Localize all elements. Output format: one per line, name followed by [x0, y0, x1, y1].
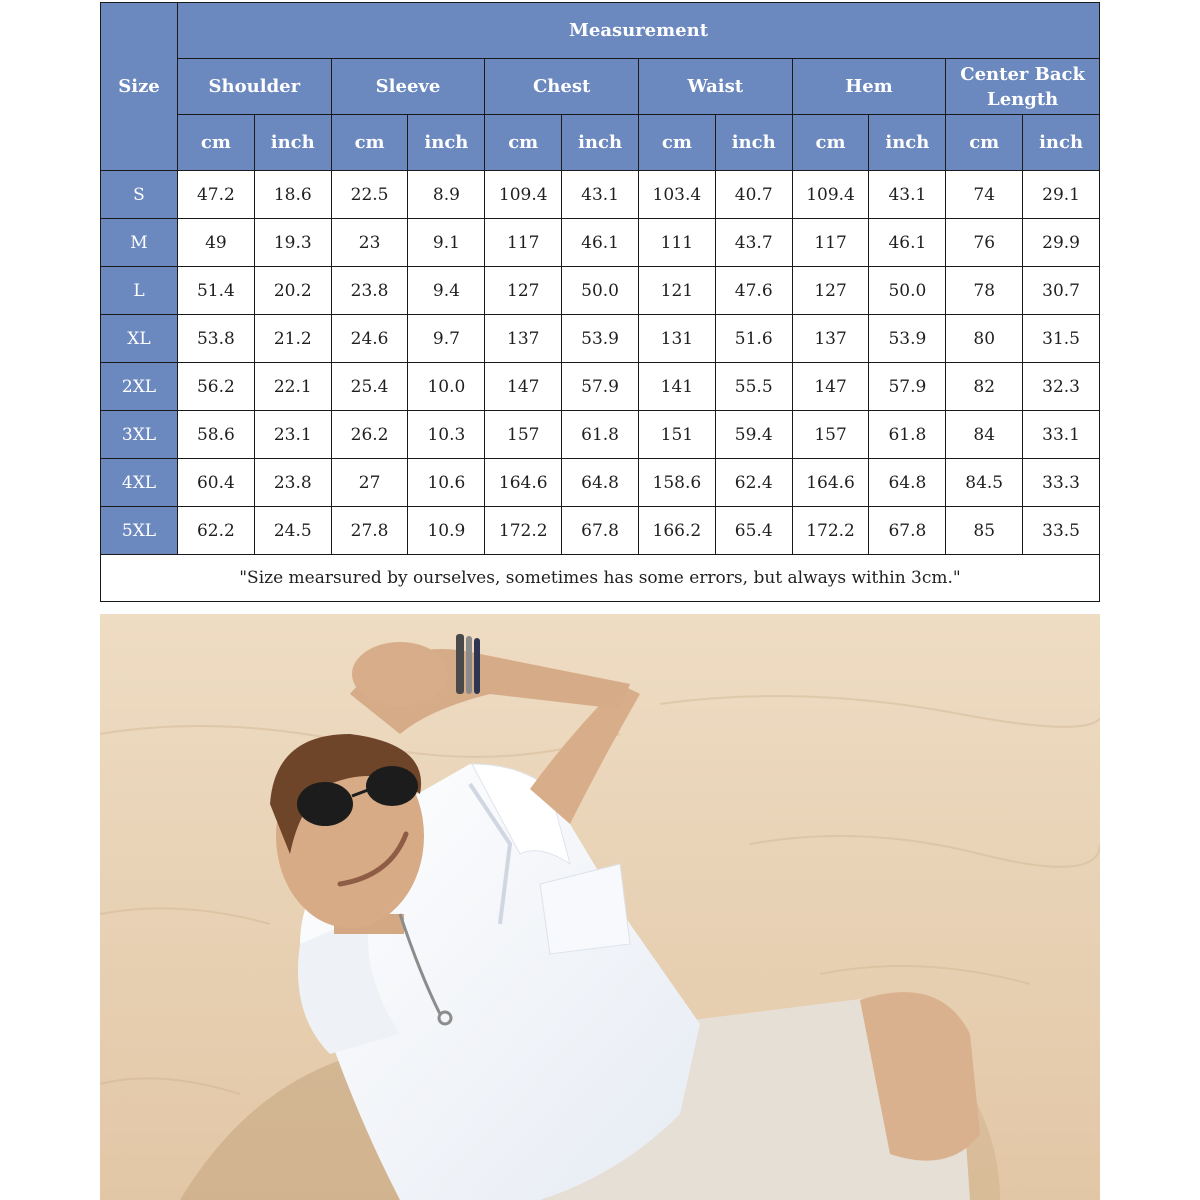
measurement-value-cell: 137: [792, 315, 869, 363]
measurement-value-cell: 76: [946, 219, 1023, 267]
measurement-value-cell: 158.6: [638, 459, 715, 507]
measurement-value-cell: 20.2: [254, 267, 331, 315]
measurement-value-cell: 127: [792, 267, 869, 315]
size-row: [101, 507, 1100, 555]
measurement-value-cell: 147: [485, 363, 562, 411]
group-header-waist: Waist: [638, 59, 792, 115]
measurement-value-cell: 46.1: [562, 219, 639, 267]
size-label-cell: 2XL: [101, 363, 178, 411]
unit-header-inch: inch: [869, 115, 946, 171]
measurement-value-cell: 50.0: [869, 267, 946, 315]
group-header-shoulder: Shoulder: [178, 59, 332, 115]
measurement-value-cell: 8.9: [408, 171, 485, 219]
measurement-value-cell: 67.8: [869, 507, 946, 555]
measurement-value-cell: 51.6: [715, 315, 792, 363]
unit-header-cm: cm: [331, 115, 408, 171]
measurement-value-cell: 141: [638, 363, 715, 411]
measurement-value-cell: 172.2: [792, 507, 869, 555]
unit-header-cm: cm: [792, 115, 869, 171]
measurement-value-cell: 30.7: [1023, 267, 1100, 315]
measurement-value-cell: 10.6: [408, 459, 485, 507]
measurement-value-cell: 9.1: [408, 219, 485, 267]
unit-header-cm: cm: [485, 115, 562, 171]
measurement-value-cell: 64.8: [869, 459, 946, 507]
measurement-value-cell: 78: [946, 267, 1023, 315]
measurement-value-cell: 29.1: [1023, 171, 1100, 219]
measurement-value-cell: 18.6: [254, 171, 331, 219]
measurement-value-cell: 58.6: [178, 411, 255, 459]
group-header-sleeve: Sleeve: [331, 59, 485, 115]
measurement-note: "Size mearsured by ourselves, sometimes has some errors, but always within 3cm.": [101, 555, 1100, 602]
measurement-value-cell: 51.4: [178, 267, 255, 315]
size-row: [101, 219, 1100, 267]
size-row: [101, 315, 1100, 363]
measurement-value-cell: 84.5: [946, 459, 1023, 507]
raised-hand: [352, 642, 448, 706]
measurement-value-cell: 33.1: [1023, 411, 1100, 459]
measurement-value-cell: 33.3: [1023, 459, 1100, 507]
unit-header-cm: cm: [946, 115, 1023, 171]
measurement-value-cell: 19.3: [254, 219, 331, 267]
measurement-value-cell: 80: [946, 315, 1023, 363]
group-header-chest: Chest: [485, 59, 639, 115]
size-row: [101, 411, 1100, 459]
measurement-value-cell: 53.9: [562, 315, 639, 363]
measurement-value-cell: 33.5: [1023, 507, 1100, 555]
measurement-value-cell: 21.2: [254, 315, 331, 363]
measurement-value-cell: 82: [946, 363, 1023, 411]
measurement-value-cell: 85: [946, 507, 1023, 555]
measurement-value-cell: 46.1: [869, 219, 946, 267]
measurement-value-cell: 62.4: [715, 459, 792, 507]
measurement-value-cell: 117: [485, 219, 562, 267]
measurement-value-cell: 74: [946, 171, 1023, 219]
size-chart-footer: [101, 555, 1100, 602]
measurement-value-cell: 103.4: [638, 171, 715, 219]
measurement-value-cell: 56.2: [178, 363, 255, 411]
measurement-value-cell: 10.3: [408, 411, 485, 459]
measurement-value-cell: 84: [946, 411, 1023, 459]
measurement-header: Measurement: [178, 3, 1100, 59]
measurement-value-cell: 23.8: [254, 459, 331, 507]
measurement-value-cell: 157: [485, 411, 562, 459]
measurement-value-cell: 47.6: [715, 267, 792, 315]
measurement-value-cell: 55.5: [715, 363, 792, 411]
unit-header-inch: inch: [408, 115, 485, 171]
measurement-value-cell: 10.9: [408, 507, 485, 555]
measurement-value-cell: 164.6: [485, 459, 562, 507]
unit-header-inch: inch: [715, 115, 792, 171]
measurement-value-cell: 23: [331, 219, 408, 267]
header-row-groups: [101, 59, 1100, 115]
measurement-value-cell: 25.4: [331, 363, 408, 411]
size-label-cell: 3XL: [101, 411, 178, 459]
size-label-cell: S: [101, 171, 178, 219]
size-chart-header: [101, 3, 1100, 171]
size-label-cell: 4XL: [101, 459, 178, 507]
measurement-value-cell: 109.4: [485, 171, 562, 219]
beach-model-illustration: [100, 614, 1100, 1200]
measurement-value-cell: 137: [485, 315, 562, 363]
measurement-value-cell: 111: [638, 219, 715, 267]
product-photo: [100, 614, 1100, 1200]
measurement-value-cell: 60.4: [178, 459, 255, 507]
measurement-value-cell: 9.7: [408, 315, 485, 363]
size-chart-table: [100, 2, 1100, 602]
measurement-value-cell: 43.1: [562, 171, 639, 219]
unit-header-inch: inch: [562, 115, 639, 171]
measurement-value-cell: 147: [792, 363, 869, 411]
measurement-value-cell: 43.7: [715, 219, 792, 267]
measurement-value-cell: 59.4: [715, 411, 792, 459]
measurement-value-cell: 164.6: [792, 459, 869, 507]
measurement-value-cell: 49: [178, 219, 255, 267]
measurement-value-cell: 27: [331, 459, 408, 507]
measurement-value-cell: 109.4: [792, 171, 869, 219]
size-column-header: Size: [101, 3, 178, 171]
measurement-value-cell: 61.8: [869, 411, 946, 459]
header-row-units: [101, 115, 1100, 171]
measurement-value-cell: 31.5: [1023, 315, 1100, 363]
size-label-cell: M: [101, 219, 178, 267]
measurement-value-cell: 24.6: [331, 315, 408, 363]
size-label-cell: XL: [101, 315, 178, 363]
unit-header-cm: cm: [178, 115, 255, 171]
unit-header-inch: inch: [254, 115, 331, 171]
note-row: [101, 555, 1100, 602]
size-row: [101, 267, 1100, 315]
size-label-cell: L: [101, 267, 178, 315]
measurement-value-cell: 65.4: [715, 507, 792, 555]
measurement-value-cell: 24.5: [254, 507, 331, 555]
measurement-value-cell: 26.2: [331, 411, 408, 459]
measurement-value-cell: 32.3: [1023, 363, 1100, 411]
measurement-value-cell: 67.8: [562, 507, 639, 555]
unit-header-inch: inch: [1023, 115, 1100, 171]
measurement-value-cell: 117: [792, 219, 869, 267]
wrist-bracelets: [456, 634, 480, 694]
group-header-hem: Hem: [792, 59, 946, 115]
measurement-value-cell: 22.1: [254, 363, 331, 411]
measurement-value-cell: 62.2: [178, 507, 255, 555]
measurement-value-cell: 22.5: [331, 171, 408, 219]
measurement-value-cell: 29.9: [1023, 219, 1100, 267]
measurement-value-cell: 151: [638, 411, 715, 459]
measurement-value-cell: 9.4: [408, 267, 485, 315]
measurement-value-cell: 172.2: [485, 507, 562, 555]
measurement-value-cell: 50.0: [562, 267, 639, 315]
size-row: [101, 171, 1100, 219]
measurement-value-cell: 53.8: [178, 315, 255, 363]
measurement-value-cell: 23.8: [331, 267, 408, 315]
size-chart-body: [101, 171, 1100, 555]
measurement-value-cell: 40.7: [715, 171, 792, 219]
measurement-value-cell: 27.8: [331, 507, 408, 555]
size-label-cell: 5XL: [101, 507, 178, 555]
measurement-value-cell: 131: [638, 315, 715, 363]
unit-header-cm: cm: [638, 115, 715, 171]
measurement-value-cell: 121: [638, 267, 715, 315]
measurement-value-cell: 64.8: [562, 459, 639, 507]
measurement-value-cell: 57.9: [869, 363, 946, 411]
measurement-value-cell: 10.0: [408, 363, 485, 411]
measurement-value-cell: 47.2: [178, 171, 255, 219]
measurement-value-cell: 157: [792, 411, 869, 459]
measurement-value-cell: 57.9: [562, 363, 639, 411]
header-row-measurement: [101, 3, 1100, 59]
measurement-value-cell: 43.1: [869, 171, 946, 219]
measurement-value-cell: 127: [485, 267, 562, 315]
measurement-value-cell: 23.1: [254, 411, 331, 459]
measurement-value-cell: 61.8: [562, 411, 639, 459]
size-row: [101, 459, 1100, 507]
group-header-center-back-length: Center Back Length: [946, 59, 1100, 115]
size-row: [101, 363, 1100, 411]
measurement-value-cell: 166.2: [638, 507, 715, 555]
measurement-value-cell: 53.9: [869, 315, 946, 363]
